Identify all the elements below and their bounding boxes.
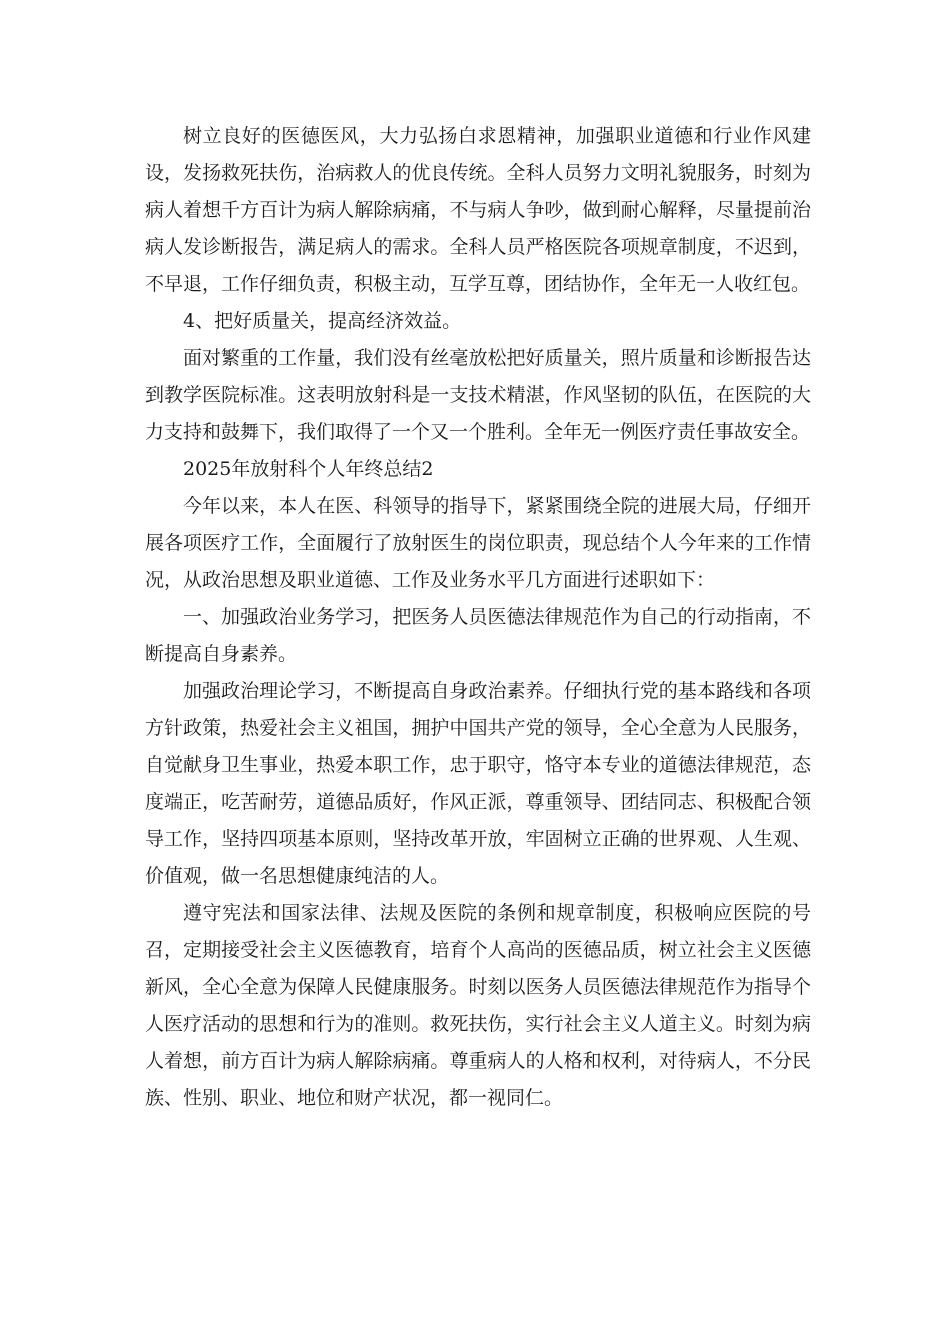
paragraph-intro: 今年以来，本人在医、科领导的指导下，紧紧围绕全院的进展大局，仔细开展各项医疗工作，全面履行了放射医生的岗位职责，现总结个人今年来的工作情况，从政治思想及职业道德、工作及业务水平几方面进行述职如下：: [145, 495, 811, 591]
section-title-summary-2: 2025年放射科个人年终总结2: [183, 458, 434, 480]
section-heading-political-study: 一、加强政治业务学习，把医务人员医德法律规范作为自己的行动指南，不断提高自身素养。: [145, 606, 811, 665]
section-heading-quality: 4、把好质量关，提高经济效益。: [183, 310, 462, 332]
paragraph-medical-ethics: 树立良好的医德医风，大力弘扬白求恩精神，加强职业道德和行业作风建设，发扬救死扶伤，治病救人的优良传统。全科人员努力文明礼貌服务，时刻为病人着想千方百计为病人解除病痛，不与病人争吵，做到耐心解释，尽量提前治病人发诊断报告，满足病人的需求。全科人员严格医院各项规章制度，不迟到，不早退，工作仔细负责，积极主动，互学互尊，团结协作，全年无一人收红包。: [145, 125, 811, 295]
paragraph-political-theory: 加强政治理论学习，不断提高自身政治素养。仔细执行党的基本路线和各项方针政策，热爱社会主义祖国，拥护中国共产党的领导，全心全意为人民服务，自觉献身卫生事业，热爱本职工作，忠于职守，恪守本专业的道德法律规范，态度端正，吃苦耐劳，道德品质好，作风正派，尊重领导、团结同志、积极配合领导工作，坚持四项基本原则，坚持改革开放，牢固树立正确的世界观、人生观、价值观，做一名思想健康纯洁的人。: [145, 680, 811, 887]
document-body: [145, 118, 811, 1117]
paragraph-quality: 面对繁重的工作量，我们没有丝毫放松把好质量关，照片质量和诊断报告达到教学医院标准。这表明放射科是一支技术精湛，作风坚韧的队伍，在医院的大力支持和鼓舞下，我们取得了一个又一个胜利。全年无一例医疗责任事故安全。: [145, 347, 811, 443]
paragraph-law-compliance: 遵守宪法和国家法律、法规及医院的条例和规章制度，积极响应医院的号召，定期接受社会主义医德教育，培育个人高尚的医德品质，树立社会主义医德新风，全心全意为保障人民健康服务。时刻以医务人员医德法律规范作为指导个人医疗活动的思想和行为的准则。救死扶伤，实行社会主义人道主义。时刻为病人着想，前方百计为病人解除病痛。尊重病人的人格和权利，对待病人，不分民族、性别、职业、地位和财产状况，都一视同仁。: [145, 902, 811, 1109]
